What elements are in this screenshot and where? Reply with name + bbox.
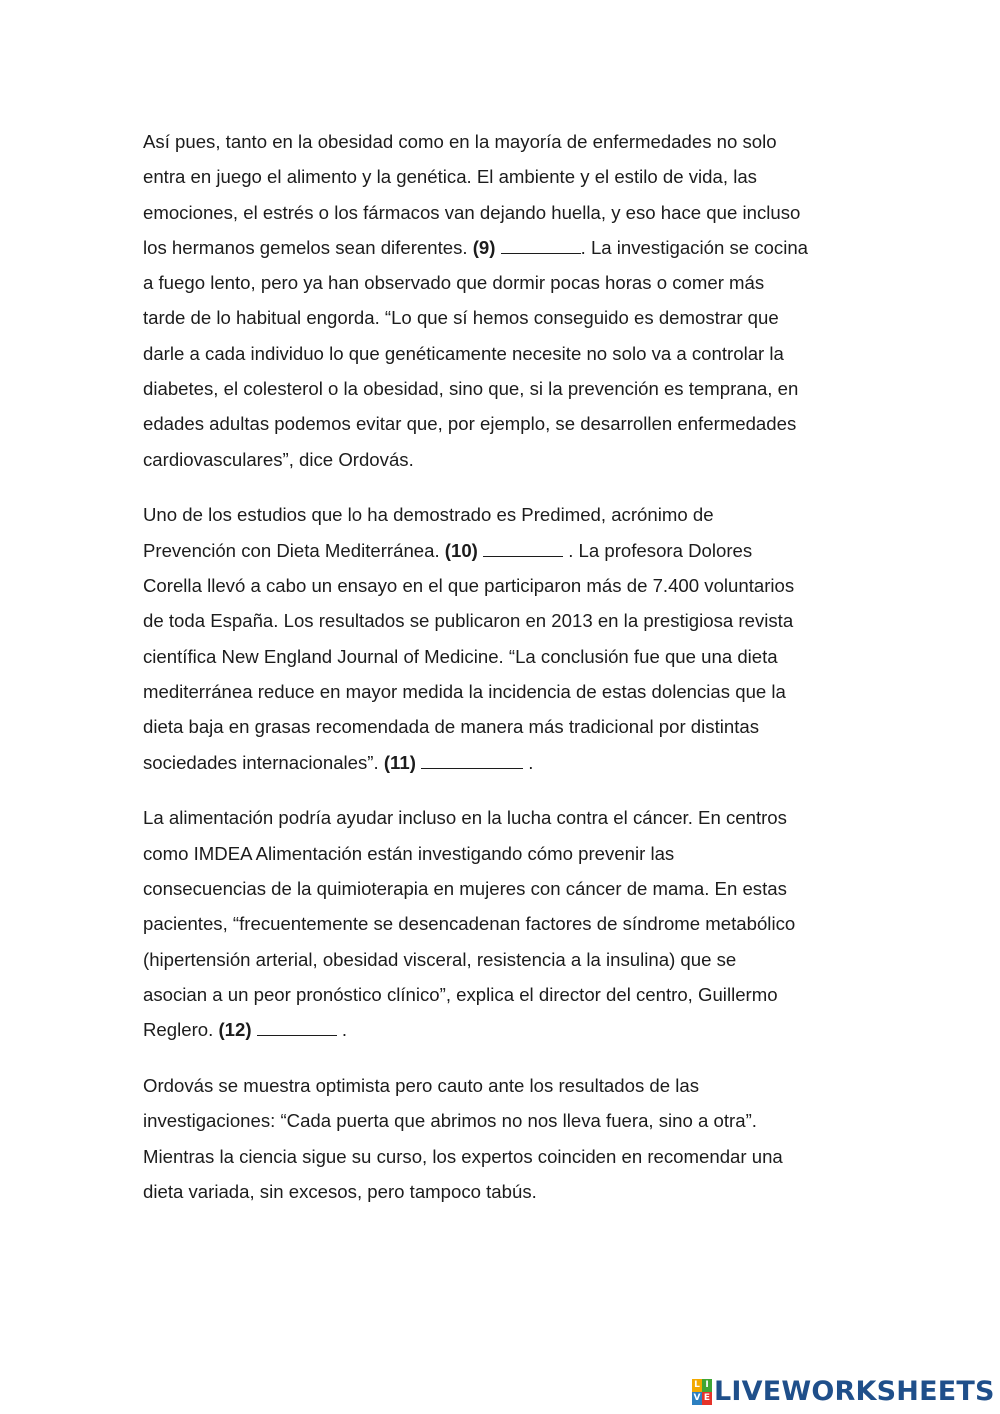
text-line <box>143 124 863 159</box>
line-text: sociedades internacionales”. <box>143 751 384 773</box>
logo-badge-letter: E <box>703 1393 711 1403</box>
text-line <box>143 1103 863 1138</box>
line-text: a fuego lento, pero ya han observado que dormir pocas horas o comer más <box>143 272 765 294</box>
text-line <box>143 906 863 941</box>
text-line <box>143 406 863 441</box>
text-line <box>143 1139 863 1174</box>
line-text: asocian a un peor pronóstico clínico”, explica el director del centro, Guillermo <box>143 983 778 1005</box>
text-line <box>143 709 863 744</box>
line-text: Uno de los estudios que lo ha demostrado es Predimed, acrónimo de <box>143 504 714 526</box>
line-text: . <box>336 1019 348 1041</box>
line-text: darle a cada individuo lo que genéticamente necesite no solo va a controlar la <box>143 342 784 364</box>
text-line <box>143 195 863 230</box>
logo-badge-letter: L <box>692 1379 702 1392</box>
line-text: edades adultas podemos evitar que, por ejemplo, se desarrollen enfermedades <box>143 413 797 435</box>
logo-badge-letter: I <box>702 1379 712 1392</box>
answer-blank[interactable] <box>421 751 523 769</box>
gap-number: (11) <box>383 751 416 773</box>
paragraph <box>143 800 863 1047</box>
line-text: La alimentación podría ayudar incluso en la lucha contra el cáncer. En centros <box>143 807 787 829</box>
text-line <box>143 159 863 194</box>
logo-text: LIVEWORKSHEETS <box>714 1376 995 1407</box>
text-line <box>143 230 863 265</box>
gap-number: (9) <box>472 236 496 258</box>
text-line <box>143 533 863 568</box>
paragraph <box>143 124 863 477</box>
line-text: Mientras la ciencia sigue su curso, los expertos coinciden en recomendar una <box>143 1145 783 1167</box>
line-text: Prevención con Dieta Mediterránea. <box>143 539 445 561</box>
text-line <box>143 371 863 406</box>
line-text: . <box>523 751 534 773</box>
line-text: Así pues, tanto en la obesidad como en la mayoría de enfermedades no solo <box>143 131 777 152</box>
answer-blank[interactable] <box>257 1018 337 1036</box>
text-line <box>143 568 863 603</box>
text-line <box>143 1012 863 1047</box>
text-line <box>143 942 863 977</box>
line-text: diabetes, el colesterol o la obesidad, sino que, si la prevención es temprana, en <box>143 378 799 400</box>
line-text: investigaciones: “Cada puerta que abrimos no nos lleva fuera, sino a otra”. <box>143 1110 757 1132</box>
text-line <box>143 265 863 300</box>
line-text: . La investigación se cocina <box>580 236 809 258</box>
line-text: consecuencias de la quimioterapia en mujeres con cáncer de mama. En estas <box>143 877 787 899</box>
text-line <box>143 336 863 371</box>
text-line <box>143 745 863 780</box>
text-line <box>143 1068 863 1103</box>
text-line <box>143 639 863 674</box>
line-text: pacientes, “frecuentemente se desencadenan factores de síndrome metabólico <box>143 913 796 935</box>
line-text: . La profesora Dolores <box>563 539 753 561</box>
line-text: científica New England Journal of Medicine. “La conclusión fue que una dieta <box>143 645 778 667</box>
line-text: Reglero. <box>143 1019 219 1041</box>
paragraph <box>143 1068 863 1209</box>
line-text: entra en juego el alimento y la genética. El ambiente y el estilo de vida, las <box>143 166 757 188</box>
text-line <box>143 871 863 906</box>
document-body <box>143 124 863 1230</box>
gap-number: (10) <box>444 539 478 561</box>
line-text: Corella llevó a cabo un ensayo en el que participaron más de 7.400 voluntarios <box>143 575 795 597</box>
text-line <box>143 1174 863 1209</box>
text-line <box>143 603 863 638</box>
answer-blank[interactable] <box>501 236 581 254</box>
line-text: de toda España. Los resultados se publicaron en 2013 en la prestigiosa revista <box>143 610 794 632</box>
liveworksheets-logo <box>692 1377 995 1407</box>
line-text: dieta baja en grasas recomendada de manera más tradicional por distintas <box>143 716 760 738</box>
line-text: los hermanos gemelos sean diferentes. <box>143 236 473 258</box>
text-line <box>143 300 863 335</box>
text-line <box>143 442 863 477</box>
line-text: cardiovasculares”, dice Ordovás. <box>143 448 414 470</box>
text-line <box>143 977 863 1012</box>
line-text: Ordovás se muestra optimista pero cauto ante los resultados de las <box>143 1074 700 1096</box>
text-line <box>143 497 863 532</box>
text-line <box>143 674 863 709</box>
line-text: (hipertensión arterial, obesidad visceral, resistencia a la insulina) que se <box>143 948 737 970</box>
text-line <box>143 800 863 835</box>
logo-badge-letter: V <box>693 1393 701 1403</box>
line-text: dieta variada, sin excesos, pero tampoco tabús. <box>143 1180 537 1202</box>
line-text: emociones, el estrés o los fármacos van dejando huella, y eso hace que incluso <box>143 201 801 223</box>
line-text: tarde de lo habitual engorda. “Lo que sí hemos conseguido es demostrar que <box>143 307 779 329</box>
paragraph <box>143 497 863 779</box>
line-text: como IMDEA Alimentación están investigando cómo prevenir las <box>143 842 675 864</box>
line-text: mediterránea reduce en mayor medida la incidencia de estas dolencias que la <box>143 680 786 702</box>
logo-badge-icon <box>692 1379 712 1405</box>
gap-number: (12) <box>218 1019 252 1041</box>
answer-blank[interactable] <box>483 539 563 557</box>
text-line <box>143 836 863 871</box>
